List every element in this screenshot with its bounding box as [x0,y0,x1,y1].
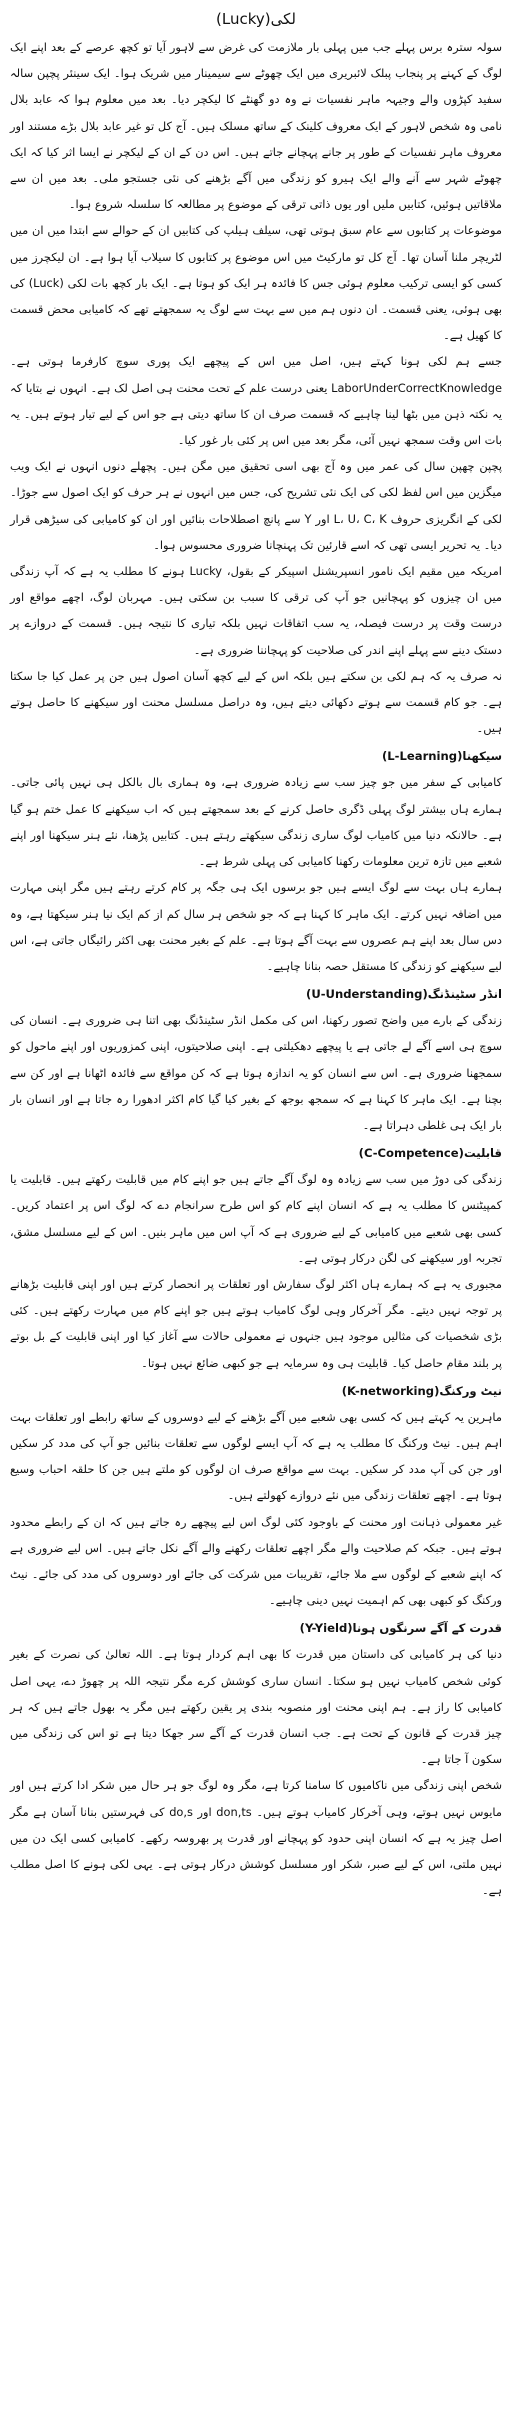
section-heading: سیکھنا(L-Learning) [381,749,502,764]
section-paragraph: زندگی کی دوڑ میں سب سے زیادہ وہ لوگ آگے جاتے ہیں جو اپنے کام میں قابلیت رکھتے ہیں۔ قابلیت یا کمپیٹنس کا مطلب یہ ہے کہ انسان اپنے کام کو اس طرح سرانجام دے کہ لوگ اس پر اعتماد کریں۔ کسی بھی شعبے میں کامیابی کے لیے ضروری ہے کہ آپ اس میں ماہر بنیں۔ اس کے لیے مسلسل مشق، تجربہ اور سیکھنے کی لگن درکار ہوتی ہے۔ [10,1172,502,1265]
article-intro [10,34,502,741]
intro-paragraph: نہ صرف یہ کہ ہم لکی بن سکتے ہیں بلکہ اس کے لیے کچھ آسان اصول ہیں جن پر عمل کیا جا سکتا ہے۔ جو کام قسمت سے ہوتے دکھائی دیتے ہیں، وہ دراصل مسلسل محنت اور سیکھنے کا حاصل ہوتے ہیں۔ [10,668,502,736]
section-paragraph: ہمارے ہاں بہت سے لوگ ایسے ہیں جو برسوں ایک ہی جگہ پر کام کرتے رہتے ہیں مگر اپنی مہارت میں اضافہ نہیں کرتے۔ ایک ماہر کا کہنا ہے کہ جو شخص ہر سال کم از کم ایک نیا ہنر سیکھتا ہے، وہ دس سال بعد اپنے ہم عصروں سے بہت آگے ہوتا ہے۔ علم کے بغیر محنت بھی اکثر رائیگاں جاتی ہے، اس لیے سیکھنے کو زندگی کا مستقل حصہ بنانا چاہیے۔ [10,880,502,973]
section-heading: انڈر سٹینڈنگ(U-Understanding) [306,987,502,1002]
section-heading: نیٹ ورکنگ(K-networking) [341,1383,502,1398]
section-understanding [10,981,502,1138]
section-paragraph: دنیا کی ہر کامیابی کی داستان میں قدرت کا بھی اہم کردار ہوتا ہے۔ اللہ تعالیٰ کی نصرت کے بغیر کوئی شخص کامیاب نہیں ہو سکتا۔ انسان ساری کوشش کرے مگر نتیجہ اللہ پر چھوڑ دے، یہی اصل کامیابی کا راز ہے۔ ہم اپنی محنت اور منصوبہ بندی پر یقین رکھتے ہیں مگر یہ بھول جاتے ہیں کہ ہر چیز قدرت کے قانون کے تحت ہے۔ جب انسان قدرت کے آگے سر جھکا دیتا ہے تو اس کی زندگی میں سکون آ جاتا ہے۔ [10,1647,502,1767]
intro-paragraph: جسے ہم لکی ہونا کہتے ہیں، اصل میں اس کے پیچھے ایک پوری سوچ کارفرما ہوتی ہے۔ LaborUnderCorrectKnowledge یعنی درست علم کے تحت محنت ہی اصل لک ہے۔ انہوں نے بتایا کہ یہ نکتہ ذہن میں بٹھا لینا چاہیے کہ قسمت صرف ان کا ساتھ دیتی ہے جو اس کے لیے تیار ہوتے ہیں۔ یہ بات اس وقت سمجھ نہیں آئی، مگر بعد میں اس پر کئی بار غور کیا۔ [10,354,502,448]
section-paragraph: زندگی کے بارے میں واضح تصور رکھنا، اس کی مکمل انڈر سٹینڈنگ بھی اتنا ہی ضروری ہے۔ انسان کی سوچ ہی اسے آگے لے جاتی ہے یا پیچھے دھکیلتی ہے۔ اپنی صلاحیتوں، اپنی کمزوریوں اور اپنے ماحول کو سمجھنا ضروری ہے۔ اس سے انسان کو یہ اندازہ ہوتا ہے کہ کن مواقع سے فائدہ اٹھانا ہے اور کن سے بچنا ہے۔ ایک ماہر کا کہنا ہے کہ سمجھ بوجھ کے بغیر کیا گیا کام اکثر ادھورا رہ جاتا ہے اور انسان بار بار ایک ہی غلطی دہراتا ہے۔ [10,1013,502,1132]
section-competence [10,1140,502,1376]
intro-paragraph: موضوعات پر کتابوں سے عام سبق ہوتی تھی، سیلف ہیلپ کی کتابیں ان کے حوالے سے ابتدا میں ان میں لٹریچر ملنا آسان تھا۔ آج کل تو مارکیٹ میں اس موضوع پر کتابوں کا سیلاب آیا ہوا ہے۔ ان لیکچرز میں کسی کو ایسی ترکیب معلوم ہوئی جس کا فائدہ ہر ایک کو ہوتا ہے۔ ایک بار کچھ بات لکی (Luck) کی بھی ہوئی، یعنی قسمت۔ ان دنوں ہم میں سے بہت سے لوگ یہ سمجھتے تھے کہ کامیابی محض قسمت کا کھیل ہے۔ [10,223,502,343]
section-paragraph: شخص اپنی زندگی میں ناکامیوں کا سامنا کرتا ہے، مگر وہ لوگ جو ہر حال میں شکر ادا کرتے ہیں اور مایوس نہیں ہوتے، وہی آخرکار کامیاب ہوتے ہیں۔ don,ts اور do,s کی فہرستیں بنانا آسان ہے مگر اصل چیز یہ ہے کہ انسان اپنی حدود کو پہچانے اور قدرت پر بھروسہ رکھے۔ کامیابی کسی ایک دن میں نہیں ملتی، اس کے لیے صبر، شکر اور مسلسل کوشش درکار ہوتی ہے۔ یہی لکی ہونے کا اصل مطلب ہے۔ [10,1778,502,1898]
section-heading: قدرت کے آگے سرنگوں ہونا(Y-Yield) [299,1621,502,1636]
section-networking [10,1378,502,1614]
section-paragraph: کامیابی کے سفر میں جو چیز سب سے زیادہ ضروری ہے، وہ ہماری بال بالکل ہی نہیں پائی جاتی۔ ہمارے ہاں بیشتر لوگ پہلی ڈگری حاصل کرنے کے بعد سمجھتے ہیں کہ اب سیکھنے کا عمل ختم ہو گیا ہے۔ حالانکہ دنیا میں کامیاب لوگ ساری زندگی سیکھتے رہتے ہیں۔ کتابیں پڑھنا، نئے ہنر سیکھنا اور اپنے شعبے میں تازہ ترین معلومات رکھنا کامیابی کی پہلی شرط ہے۔ [10,775,502,869]
section-yield [10,1615,502,1903]
intro-paragraph: امریکہ میں مقیم ایک نامور انسپریشنل اسپیکر کے بقول، Lucky ہونے کا مطلب یہ ہے کہ آپ زندگی میں ان چیزوں کو پہچانیں جو آپ کی ترقی کا سبب بن سکتی ہیں۔ مہربان لوگ، اچھے مواقع اور درست وقت پر درست فیصلہ، یہ سب اتفاقات نہیں بلکہ تیاری کا نتیجہ ہیں۔ قسمت کے دروازے پر دستک دینے سے پہلے اپنے اندر کی صلاحیت کو پہچاننا ضروری ہے۔ [10,564,502,657]
section-learning [10,743,502,979]
section-paragraph: مجبوری یہ ہے کہ ہمارے ہاں اکثر لوگ سفارش اور تعلقات پر انحصار کرتے ہیں اور اپنی قابلیت بڑھانے پر توجہ نہیں دیتے۔ مگر آخرکار وہی لوگ کامیاب ہوتے ہیں جو اپنے کام میں مہارت رکھتے ہیں۔ کئی بڑی شخصیات کی مثالیں موجود ہیں جنہوں نے معمولی حالات سے آغاز کیا اور اپنی قابلیت کے بل بوتے پر بلند مقام حاصل کیا۔ قابلیت ہی وہ سرمایہ ہے جو کبھی ضائع نہیں ہوتا۔ [10,1276,502,1370]
section-heading: قابلیت(C-Competence) [358,1146,502,1161]
intro-paragraph: پچپن چھپن سال کی عمر میں وہ آج بھی اسی تحقیق میں مگن ہیں۔ پچھلے دنوں انہوں نے ایک ویب میگزین میں اس لفظ لکی کی ایک نئی تشریح کی، جس میں انہوں نے ہر حرف کو ایک اصول سے جوڑا۔ لکی کے انگریزی حروف L، U، C، K اور Y سے پانچ اصطلاحات بنائیں اور ان کو کامیابی کی سیڑھی قرار دیا۔ یہ تحریر ایسی تھی کہ اسے قارئین تک پہنچانا ضروری محسوس ہوا۔ [10,459,502,552]
section-paragraph: غیر معمولی ذہانت اور محنت کے باوجود کئی لوگ اس لیے پیچھے رہ جاتے ہیں کہ ان کے رابطے محدود ہوتے ہیں۔ جبکہ کم صلاحیت والے مگر اچھے تعلقات رکھنے والے آگے نکل جاتے ہیں۔ اس لیے ضروری ہے کہ اپنے شعبے کے لوگوں سے ملا جائے، تقریبات میں شرکت کی جائے اور دوسروں کی مدد کی جائے۔ نیٹ ورکنگ کو کبھی بھی کم اہمیت نہیں دینی چاہیے۔ [10,1514,502,1608]
section-paragraph: ماہرین یہ کہتے ہیں کہ کسی بھی شعبے میں آگے بڑھنے کے لیے دوسروں کے ساتھ رابطے اور تعلقات بہت اہم ہیں۔ نیٹ ورکنگ کا مطلب یہ ہے کہ آپ ایسے لوگوں سے تعلقات بنائیں جو آپ کی مدد کر سکیں اور جن کی آپ مدد کر سکیں۔ بہت سے مواقع صرف ان لوگوں کو ملتے ہیں جن کا حلقہ احباب وسیع ہوتا ہے۔ اچھے تعلقات زندگی میں نئے دروازے کھولتے ہیں۔ [10,1409,502,1503]
intro-paragraph: سولہ سترہ برس پہلے جب میں پہلی بار ملازمت کی غرض سے لاہور آیا تو کچھ عرصے کے بعد اپنے ایک لوگ کے کہنے پر پنجاب پبلک لائبریری میں ایک چھوٹے سے سیمینار میں شریک ہوا۔ ایک سینئر پچپن سالہ سفید کپڑوں والے وجیہہ ماہر نفسیات نے وہ دو گھنٹے کا لیکچر دیا۔ بعد میں معلوم ہوا کہ عابد بلال نامی وہ شخص لاہور کے ایک معروف کلینک کے ساتھ مسلک ہیں۔ آج کل تو غیر عابد بلال بڑے مستند اور معروف ماہر نفسیات کے طور پر جانے پہچانے جاتے ہیں۔ اس دن کے ان کے لیکچر نے ایسا اثر کیا کہ ایک چھوٹے شہر سے آنے والے ایک ہیرو کو زندگی میں آگے بڑھنے کی نئی جستجو ملی۔ بعد میں ان سے ملاقاتیں ہوئیں، کتابیں ملیں اور یوں ذاتی ترقی کے موضوع پر مطالعہ کا سلسلہ شروع ہوا۔ [10,40,502,212]
article-title: لکی(Lucky) [216,10,296,28]
